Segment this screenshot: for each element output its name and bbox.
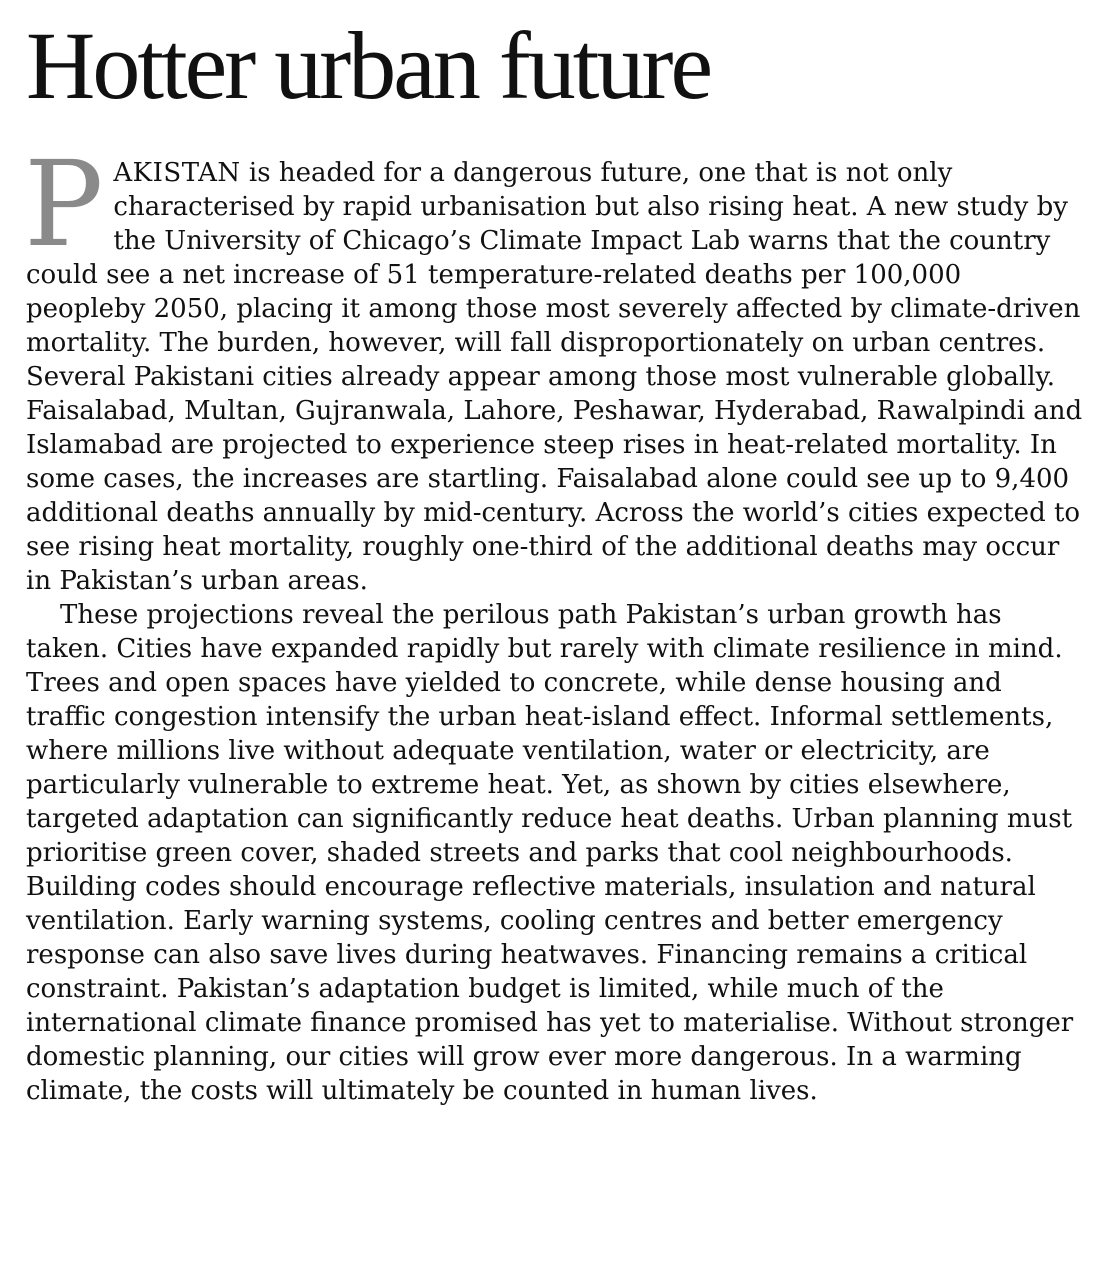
paragraph-2: These projections reveal the perilous path Pakistan’s urban growth has taken. Cities have expanded rapidly but rarely with climate resilience in mind. Trees and open spaces have yielded to concrete, while dense housing and traffic congestion intensify the urban heat-island effect. Informal settlements, where millions live without adequate ventilation, water or electricity, are particularly vulnerable to extreme heat. Yet, as shown by cities elsewhere, targeted adaptation can significantly reduce heat deaths. Urban planning must prioritise green cover, shaded streets and parks that cool neighbourhoods. Building codes should encourage reflective materials, insulation and natural ventilation. Early warning systems, cooling centres and better emergency response can also save lives during heatwaves. Financing remains a critical constraint. Pakistan’s adaptation budget is limited, while much of the international climate finance promised has yet to materialise. Without stronger domestic planning, our cities will grow ever more dangerous. In a warming climate, the costs will ultimately be counted in human lives. <box>26 600 1074 1106</box>
paragraph-1-text: is headed for a dangerous future, one that is not only characterised by rapid urbanisation but also rising heat. A new study by the University of Chicago’s Climate Impact Lab warns that the country could see a net increase of 51 temperature-related deaths per 100,000 peopleby 2050, placing it among those most severely affected by climate-driven mortality. The burden, however, will fall disproportionately on urban centres. Several Pakistani cities already appear among those most vulnerable globally. Faisalabad, Multan, Gujranwala, Lahore, Peshawar, Hyderabad, Rawalpindi and Islamabad are projected to experience steep rises in heat-related mortality. In some cases, the increases are startling. Faisalabad alone could see up to 9,400 additional deaths annually by mid-century. Across the world’s cities expected to see rising heat mortality, roughly one-third of the additional deaths may occur in Pakistan’s urban areas. <box>26 158 1083 596</box>
lead-caps: AKISTAN <box>113 158 241 188</box>
headline: Hotter urban future <box>26 12 711 119</box>
article <box>26 12 1086 1108</box>
paragraph-1 <box>24 135 1086 598</box>
drop-cap: P <box>24 135 104 273</box>
article-body <box>24 135 1086 1108</box>
